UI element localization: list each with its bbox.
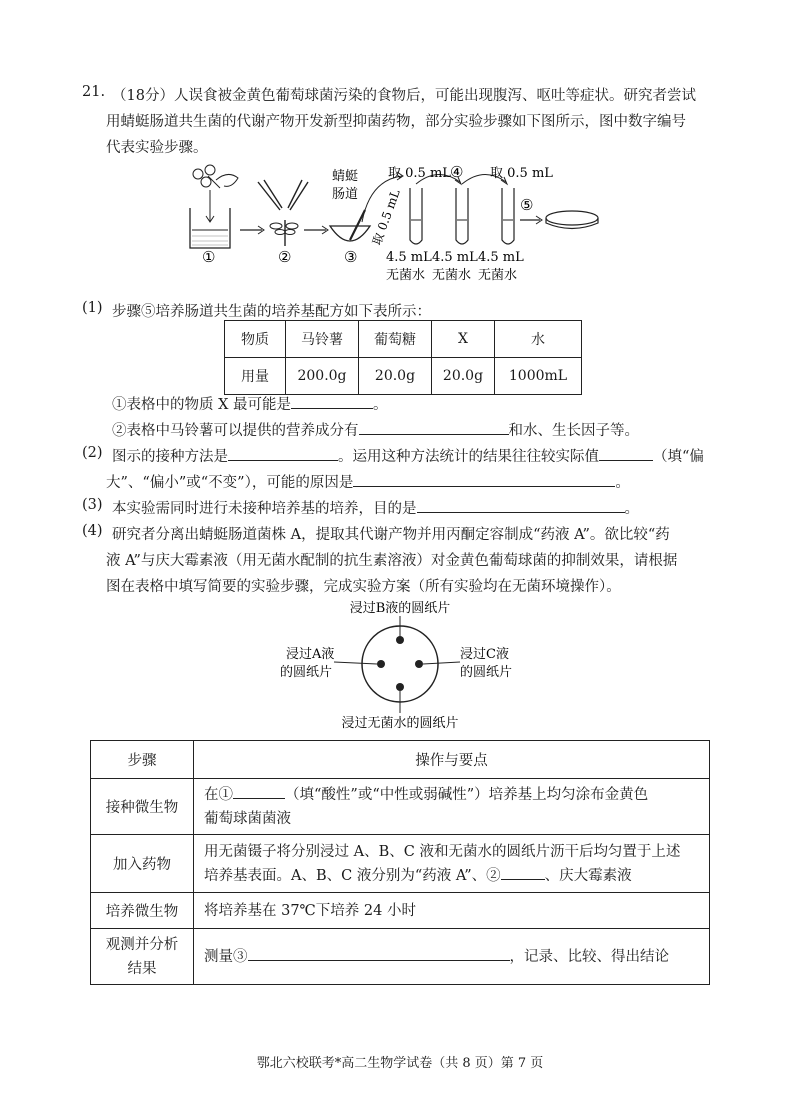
take-label-rotated: 取 0.5 mL bbox=[369, 187, 403, 248]
part-4-number: (4) bbox=[82, 523, 103, 539]
part-2-line2 bbox=[106, 471, 630, 492]
disk-c bbox=[415, 660, 423, 668]
tube-water-1: 无菌水 bbox=[386, 268, 426, 283]
table-header-cell: 步骤 bbox=[91, 741, 194, 779]
disk-b bbox=[396, 636, 404, 644]
operation-cell: 将培养基在 37℃下培养 24 小时 bbox=[194, 893, 710, 929]
row4-text-a: 测量③ bbox=[204, 948, 248, 965]
part-1-intro: 步骤⑤培养肠道共生菌的培养基配方如下表所示： bbox=[112, 304, 431, 320]
answer-blank[interactable] bbox=[248, 946, 510, 961]
row4-step-1: 观测并分析 bbox=[105, 936, 179, 953]
table-row bbox=[91, 893, 710, 929]
experiment-plan-table bbox=[90, 740, 710, 985]
row1-text-c: 葡萄球菌菌液 bbox=[204, 810, 291, 827]
table-cell: 用量 bbox=[225, 358, 286, 395]
answer-blank[interactable] bbox=[233, 784, 285, 799]
label-a-disk-1: 浸过A液 bbox=[286, 647, 335, 662]
q1b-text: ②表格中马铃薯可以提供的营养成分有 bbox=[112, 423, 359, 439]
row2-text-c: 、庆大霉素液 bbox=[544, 867, 632, 884]
table-cell: 1000mL bbox=[495, 358, 582, 395]
page-footer: 鄂北六校联考*高二生物学试卷（共 8 页）第 7 页 bbox=[256, 1056, 544, 1071]
answer-blank[interactable] bbox=[359, 420, 509, 435]
answer-blank[interactable] bbox=[417, 498, 625, 513]
label-a-disk-2: 的圆纸片 bbox=[280, 665, 333, 680]
table-cell: 马铃薯 bbox=[286, 321, 359, 358]
row2-text-a: 用无菌镊子将分别浸过 A、B、C 液和无菌水的圆纸片沥干后均匀置于上述 bbox=[204, 843, 681, 860]
part-2-line1 bbox=[112, 445, 704, 466]
tube-volume-3: 4.5 mL bbox=[478, 250, 524, 265]
p2-text-d: 大”、“偏小”或“不变”），可能的原因是 bbox=[106, 475, 354, 491]
disk-water bbox=[396, 683, 404, 691]
q1b-end: 和水、生长因子等。 bbox=[508, 423, 639, 439]
operation-cell bbox=[194, 779, 710, 835]
paper-disk-figure bbox=[270, 596, 530, 734]
table-cell: 物质 bbox=[225, 321, 286, 358]
beaker-icon bbox=[190, 190, 230, 248]
row2-text-b: 培养基表面。A、B、C 液分别为“药液 A”、② bbox=[204, 867, 501, 884]
q21-line3: 代表实验步骤。 bbox=[106, 140, 208, 156]
table-cell: 水 bbox=[495, 321, 582, 358]
p2-text-e: 。 bbox=[615, 475, 630, 491]
p2-text-c: （填“偏 bbox=[653, 449, 704, 465]
part-4-line3: 图在表格中填写简要的实验步骤，完成实验方案（所有实验均在无菌环境操作）。 bbox=[106, 579, 621, 595]
table-row bbox=[225, 358, 582, 395]
q1a-end: 。 bbox=[373, 397, 388, 413]
operation-cell bbox=[194, 929, 710, 985]
part-1-number: (1) bbox=[82, 300, 103, 316]
q1a-text: ①表格中的物质 X 最可能是 bbox=[112, 397, 292, 413]
step-3-label: ③ bbox=[344, 248, 358, 266]
tube-volume-2: 4.5 mL bbox=[432, 250, 478, 265]
operation-cell bbox=[194, 835, 710, 893]
table-row bbox=[91, 779, 710, 835]
p3-text-a: 本实验需同时进行未接种培养基的培养，目的是 bbox=[112, 501, 417, 517]
part-4-line2: 液 A”与庆大霉素液（用无菌水配制的抗生素溶液）对金黄色葡萄球菌的抑制效果，请根据 bbox=[106, 553, 678, 569]
p2-text-a: 图示的接种方法是 bbox=[112, 449, 228, 465]
question-number: 21. bbox=[82, 84, 106, 100]
tweezers-icon bbox=[258, 180, 308, 210]
experiment-steps-figure bbox=[180, 160, 600, 285]
part-3-line bbox=[112, 497, 639, 518]
part-4-line1: 研究者分离出蜻蜓肠道菌株 A，提取其代谢产物并用丙酮定容制成“药液 A”。欲比较“药 bbox=[112, 527, 670, 543]
part-3-number: (3) bbox=[82, 497, 103, 513]
table-cell: 20.0g bbox=[359, 358, 432, 395]
step-4-label: ④ bbox=[450, 163, 464, 181]
answer-blank[interactable] bbox=[291, 394, 373, 409]
table-cell: X bbox=[432, 321, 495, 358]
step-cell: 培养微生物 bbox=[91, 893, 194, 929]
table-cell: 葡萄糖 bbox=[359, 321, 432, 358]
take-label-2: 取 0.5 mL bbox=[490, 166, 553, 181]
table-row bbox=[225, 321, 582, 358]
row1-text-a: 在① bbox=[204, 786, 233, 803]
part-2-number: (2) bbox=[82, 445, 103, 461]
table-header-cell: 操作与要点 bbox=[194, 741, 710, 779]
take-label-1: 取 0.5 mL bbox=[388, 166, 451, 181]
table-cell: 200.0g bbox=[286, 358, 359, 395]
row1-text-b: （填“酸性”或“中性或弱碱性”）培养基上均匀涂布金黄色 bbox=[285, 786, 649, 803]
dragonfly-in-hand-icon bbox=[193, 165, 238, 188]
petri-dish-icon bbox=[546, 211, 598, 229]
tube-water-2: 无菌水 bbox=[432, 268, 472, 283]
table-row bbox=[91, 835, 710, 893]
row4-step-2: 结果 bbox=[127, 960, 157, 977]
label-c-disk-2: 的圆纸片 bbox=[460, 665, 513, 680]
dragonfly-icon bbox=[270, 220, 298, 246]
q1a-line bbox=[112, 393, 388, 414]
q21-line1: （18分）人误食被金黄色葡萄球菌污染的食物后，可能出现腹泻、呕吐等症状。研究者尝试 bbox=[112, 88, 696, 104]
q1b-line bbox=[112, 419, 639, 440]
table-cell: 20.0g bbox=[432, 358, 495, 395]
p3-text-b: 。 bbox=[624, 501, 639, 517]
medium-formula-table bbox=[224, 320, 582, 395]
tube-volume-1: 4.5 mL bbox=[386, 250, 432, 265]
disk-a bbox=[377, 660, 385, 668]
q21-line2: 用蜻蜓肠道共生菌的代谢产物开发新型抑菌药物，部分实验步骤如下图所示，图中数字编号 bbox=[106, 114, 686, 130]
label-b-disk: 浸过B液的圆纸片 bbox=[349, 601, 451, 616]
table-row bbox=[91, 929, 710, 985]
test-tubes bbox=[410, 188, 514, 244]
tube-water-3: 无菌水 bbox=[478, 268, 518, 283]
step-2-label: ② bbox=[278, 248, 292, 266]
table-row bbox=[91, 741, 710, 779]
answer-blank[interactable] bbox=[501, 865, 545, 880]
row4-text-b: ，记录、比较、得出结论 bbox=[509, 948, 669, 965]
gut-label-2: 肠道 bbox=[332, 187, 359, 202]
answer-blank[interactable] bbox=[228, 446, 338, 461]
label-c-disk-1: 浸过C液 bbox=[460, 647, 509, 662]
p2-text-b: 。运用这种方法统计的结果往往较实际值 bbox=[338, 449, 599, 465]
step-1-label: ① bbox=[202, 248, 216, 266]
step-cell: 加入药物 bbox=[91, 835, 194, 893]
gut-label-1: 蜻蜓 bbox=[332, 169, 359, 184]
step-cell: 接种微生物 bbox=[91, 779, 194, 835]
answer-blank[interactable] bbox=[353, 472, 615, 487]
answer-blank[interactable] bbox=[599, 446, 653, 461]
step-5-label: ⑤ bbox=[520, 196, 534, 214]
label-water-disk: 浸过无菌水的圆纸片 bbox=[341, 716, 459, 731]
step-cell bbox=[91, 929, 194, 985]
